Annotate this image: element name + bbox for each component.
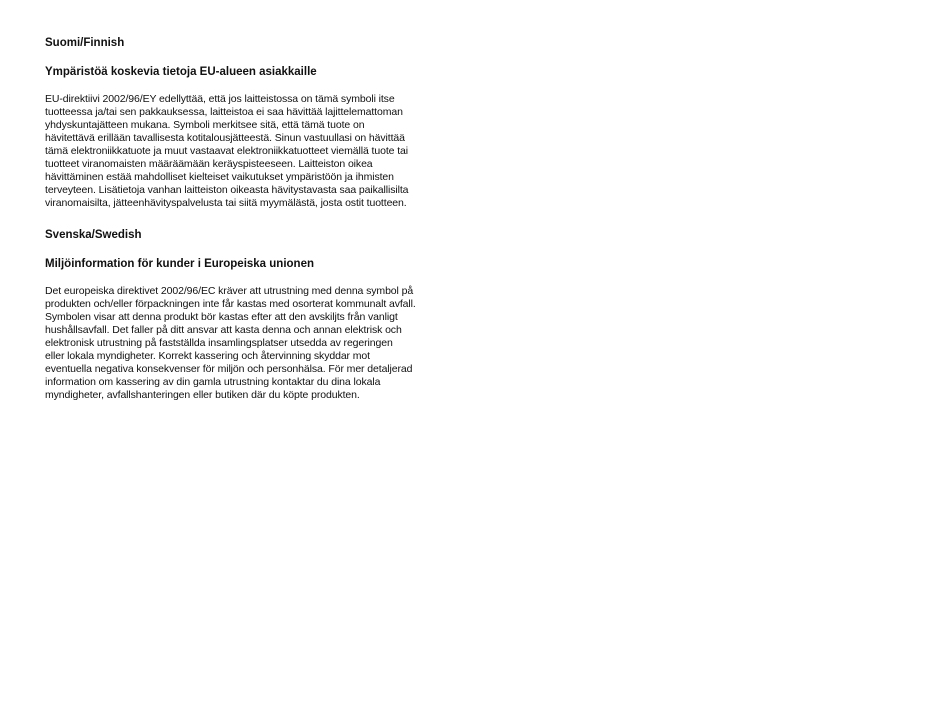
body-line: EU-direktiivi 2002/96/EY edellyttää, että jos laitteistossa on tämä symboli itse — [45, 93, 395, 105]
section-body — [45, 93, 465, 210]
text-column — [45, 36, 465, 420]
section-finnish — [45, 36, 465, 210]
section-body — [45, 285, 465, 402]
section-heading: Miljöinformation för kunder i Europeiska unionen — [45, 258, 314, 270]
body-line: Symbolen visar att denna produkt bör kastas efter att den avskiljts från vanligt — [45, 311, 398, 323]
body-line: hävitettävä erillään tavallisesta kotitalousjätteestä. Sinun vastuullasi on hävittää — [45, 132, 405, 144]
body-line: information om kassering av din gamla utrustning kontaktar du dina lokala — [45, 376, 381, 388]
body-line: elektronisk utrustning på fastställda insamlingsplatser utsedda av regeringen — [45, 337, 393, 349]
body-line: terveyteen. Lisätietoja vanhan laitteiston oikeasta hävitystavasta saa paikallisilta — [45, 184, 409, 196]
body-line: myndigheter, avfallshanteringen eller butiken där du köpte produkten. — [45, 389, 360, 401]
body-line: yhdyskuntajätteen mukana. Symboli merkitsee sitä, että tämä tuote on — [45, 119, 365, 131]
body-line: produkten och/eller förpackningen inte får kastas med osorterat kommunalt avfall. — [45, 298, 416, 310]
body-line: eventuella negativa konsekvenser för miljön och personhälsa. För mer detaljerad — [45, 363, 413, 375]
body-line: tuotteessa ja/tai sen pakkauksessa, laitteistoa ei saa hävittää lajittelemattoman — [45, 106, 403, 118]
section-heading: Ympäristöä koskevia tietoja EU-alueen asiakkaille — [45, 66, 317, 78]
body-line: hushållsavfall. Det faller på ditt ansvar att kasta denna och annan elektrisk och — [45, 324, 402, 336]
body-line: tuotteet viranomaisten määräämään keräyspisteeseen. Laitteiston oikea — [45, 158, 373, 170]
body-line: viranomaisilta, jätteenhävityspalvelusta tai siitä myymälästä, josta ostit tuotteen. — [45, 197, 407, 209]
language-label: Suomi/Finnish — [45, 37, 125, 49]
section-swedish — [45, 228, 465, 402]
body-line: tämä elektroniikkatuote ja muut vastaavat elektroniikkatuotteet viemällä tuote tai — [45, 145, 408, 157]
language-label: Svenska/Swedish — [45, 229, 142, 241]
body-line: Det europeiska direktivet 2002/96/EC kräver att utrustning med denna symbol på — [45, 285, 414, 297]
body-line: hävittäminen estää mahdolliset kielteiset vaikutukset ympäristöön ja ihmisten — [45, 171, 394, 183]
body-line: eller lokala myndigheter. Korrekt kassering och återvinning skyddar mot — [45, 350, 370, 362]
